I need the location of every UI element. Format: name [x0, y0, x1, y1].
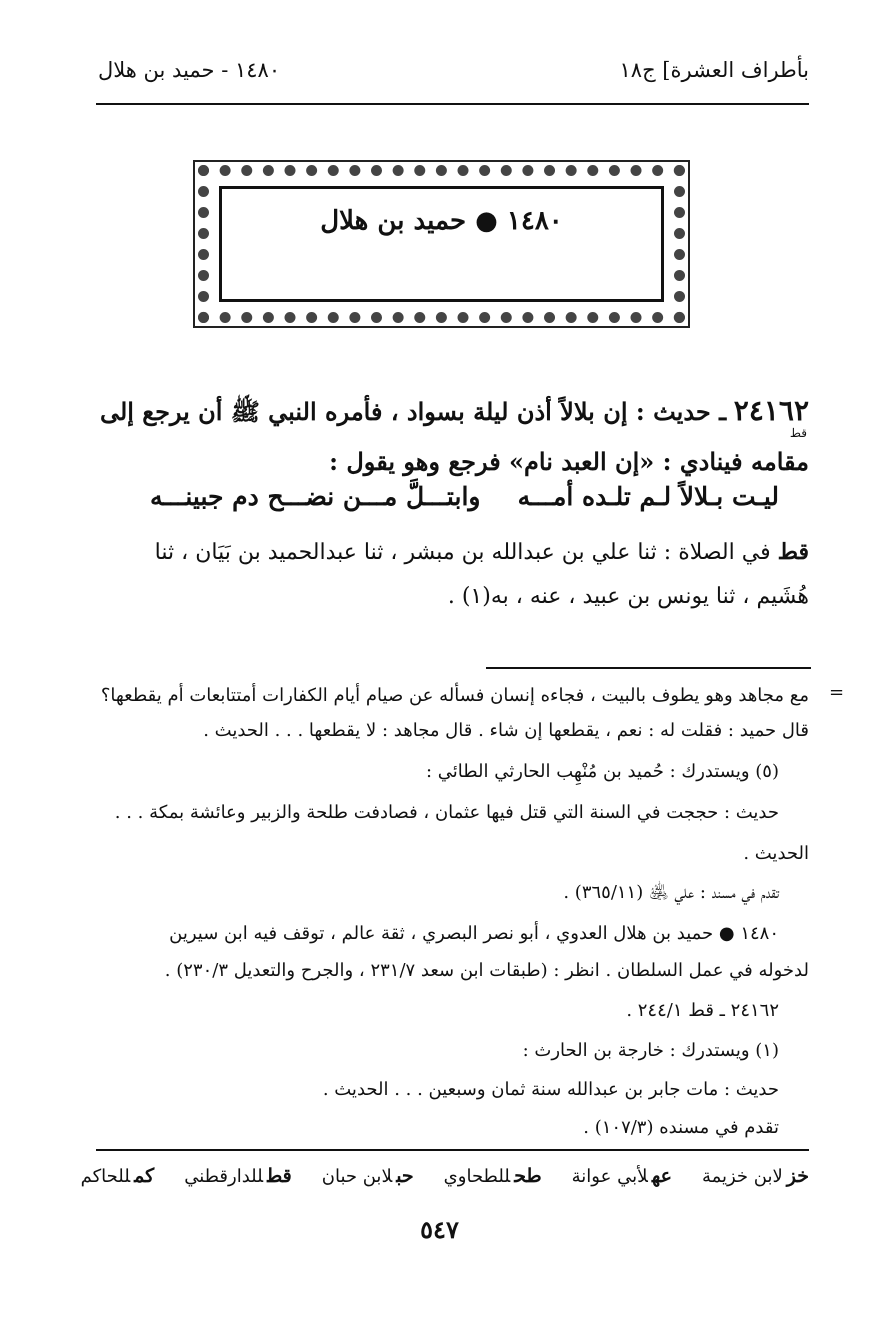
- footnote-line: ٢٤١٦٢ ـ قط ٢٤٤/١ .: [626, 1000, 779, 1021]
- frame-inner-box: [219, 186, 664, 302]
- running-header-left: ١٤٨٠ - حميد بن هلال: [98, 58, 281, 82]
- abbreviation-key: [81, 1165, 809, 1187]
- footnote-line: (١) ويستدرك : خارجة بن الحارث :: [522, 1040, 779, 1061]
- footnote-rule: [486, 667, 811, 669]
- footnote-line: ١٤٨٠ ● حميد بن هلال العدوي ، أبو نصر البصري ، ثقة عالم ، توقف فيه ابن سيرين: [169, 923, 779, 944]
- footnote-line: قال حميد : فقلت له : نعم ، يقطعها إن شاء . قال مجاهد : لا يقطعها . . . الحديث .: [203, 720, 809, 741]
- verse-hemistich-2: وابتـــلَّ مـــن نضـــح دم جبينـــه: [150, 482, 481, 511]
- running-header-right: بأطراف العشرة] ج١٨: [619, 58, 809, 82]
- footnote-line: حديث : مات جابر بن عبدالله سنة ثمان وسبعين . . . الحديث .: [322, 1079, 779, 1100]
- header-rule: [96, 103, 809, 105]
- hadith-line-1: [97, 390, 809, 433]
- footnote-line: الحديث .: [743, 843, 809, 864]
- abbr-item: قطللدارقطني: [184, 1165, 292, 1187]
- footnote-line: (٥) ويستدرك : حُميد بن مُنْهِب الحارثي الطائي :: [425, 761, 779, 782]
- abbr-item: طحللطحاوي: [443, 1165, 542, 1187]
- chapter-title: ١٤٨٠ ● حميد بن هلال: [320, 206, 563, 236]
- abbr-item: عهلأبي عوانة: [571, 1165, 672, 1187]
- hadith-number: ٢٤١٦٢: [733, 394, 809, 427]
- continuation-mark: =: [829, 682, 845, 703]
- footnote-line: تقدم في مسنده (١٠٧/٣) .: [583, 1117, 779, 1138]
- verse-hemistich-1: ليـت بـلالاً لـم تلـده أمـــه: [517, 482, 779, 511]
- hadith-line-2: مقامه فينادي : «إن العبد نام» فرجع وهو يقول :: [329, 447, 809, 476]
- source-line-2: هُشَيم ، ثنا يونس بن عبيد ، عنه ، به(١) .: [447, 584, 809, 609]
- source-text-1: في الصلاة : ثنا علي بن عبدالله بن مبشر ، ثنا عبدالحميد بن بَيَان ، ثنا: [154, 540, 771, 565]
- footnote-line: لدخوله في عمل السلطان . انظر : (طبقات ابن سعد ٢٣١/٧ ، والجرح والتعديل ٢٣٠/٣) .: [164, 960, 809, 981]
- page-number: ٥٤٧: [420, 1215, 459, 1244]
- footnote-line: مع مجاهد وهو يطوف بالبيت ، فجاءه إنسان فسأله عن صيام أيام الكفارات أمتتابعات أم يقطعها؟: [100, 685, 809, 706]
- source-label: قط: [777, 539, 809, 565]
- source-line-1: [97, 531, 809, 574]
- source-marker: قط: [789, 426, 807, 440]
- abbr-item: حبلابن حبان: [321, 1165, 414, 1187]
- footnote-line: حديث : حججت في السنة التي قتل فيها عثمان ، فصادفت طلحة والزبير وعائشة بمكة . . .: [114, 802, 779, 823]
- footnote-line: تقدم في مسند : علي ﵁ (٣٦٥/١١) .: [563, 882, 779, 903]
- bottom-rule: [96, 1149, 809, 1151]
- poetry-verse: [150, 482, 779, 511]
- hadith-text-1: ـ حديث : إن بلالاً أذن ليلة بسواد ، فأمره النبي ﷺ أن يرجع إلى: [99, 397, 727, 426]
- abbr-item: كمللحاكم: [80, 1165, 155, 1187]
- ornamental-frame: [193, 160, 690, 328]
- abbr-item: خزلابن خزيمة: [701, 1165, 809, 1187]
